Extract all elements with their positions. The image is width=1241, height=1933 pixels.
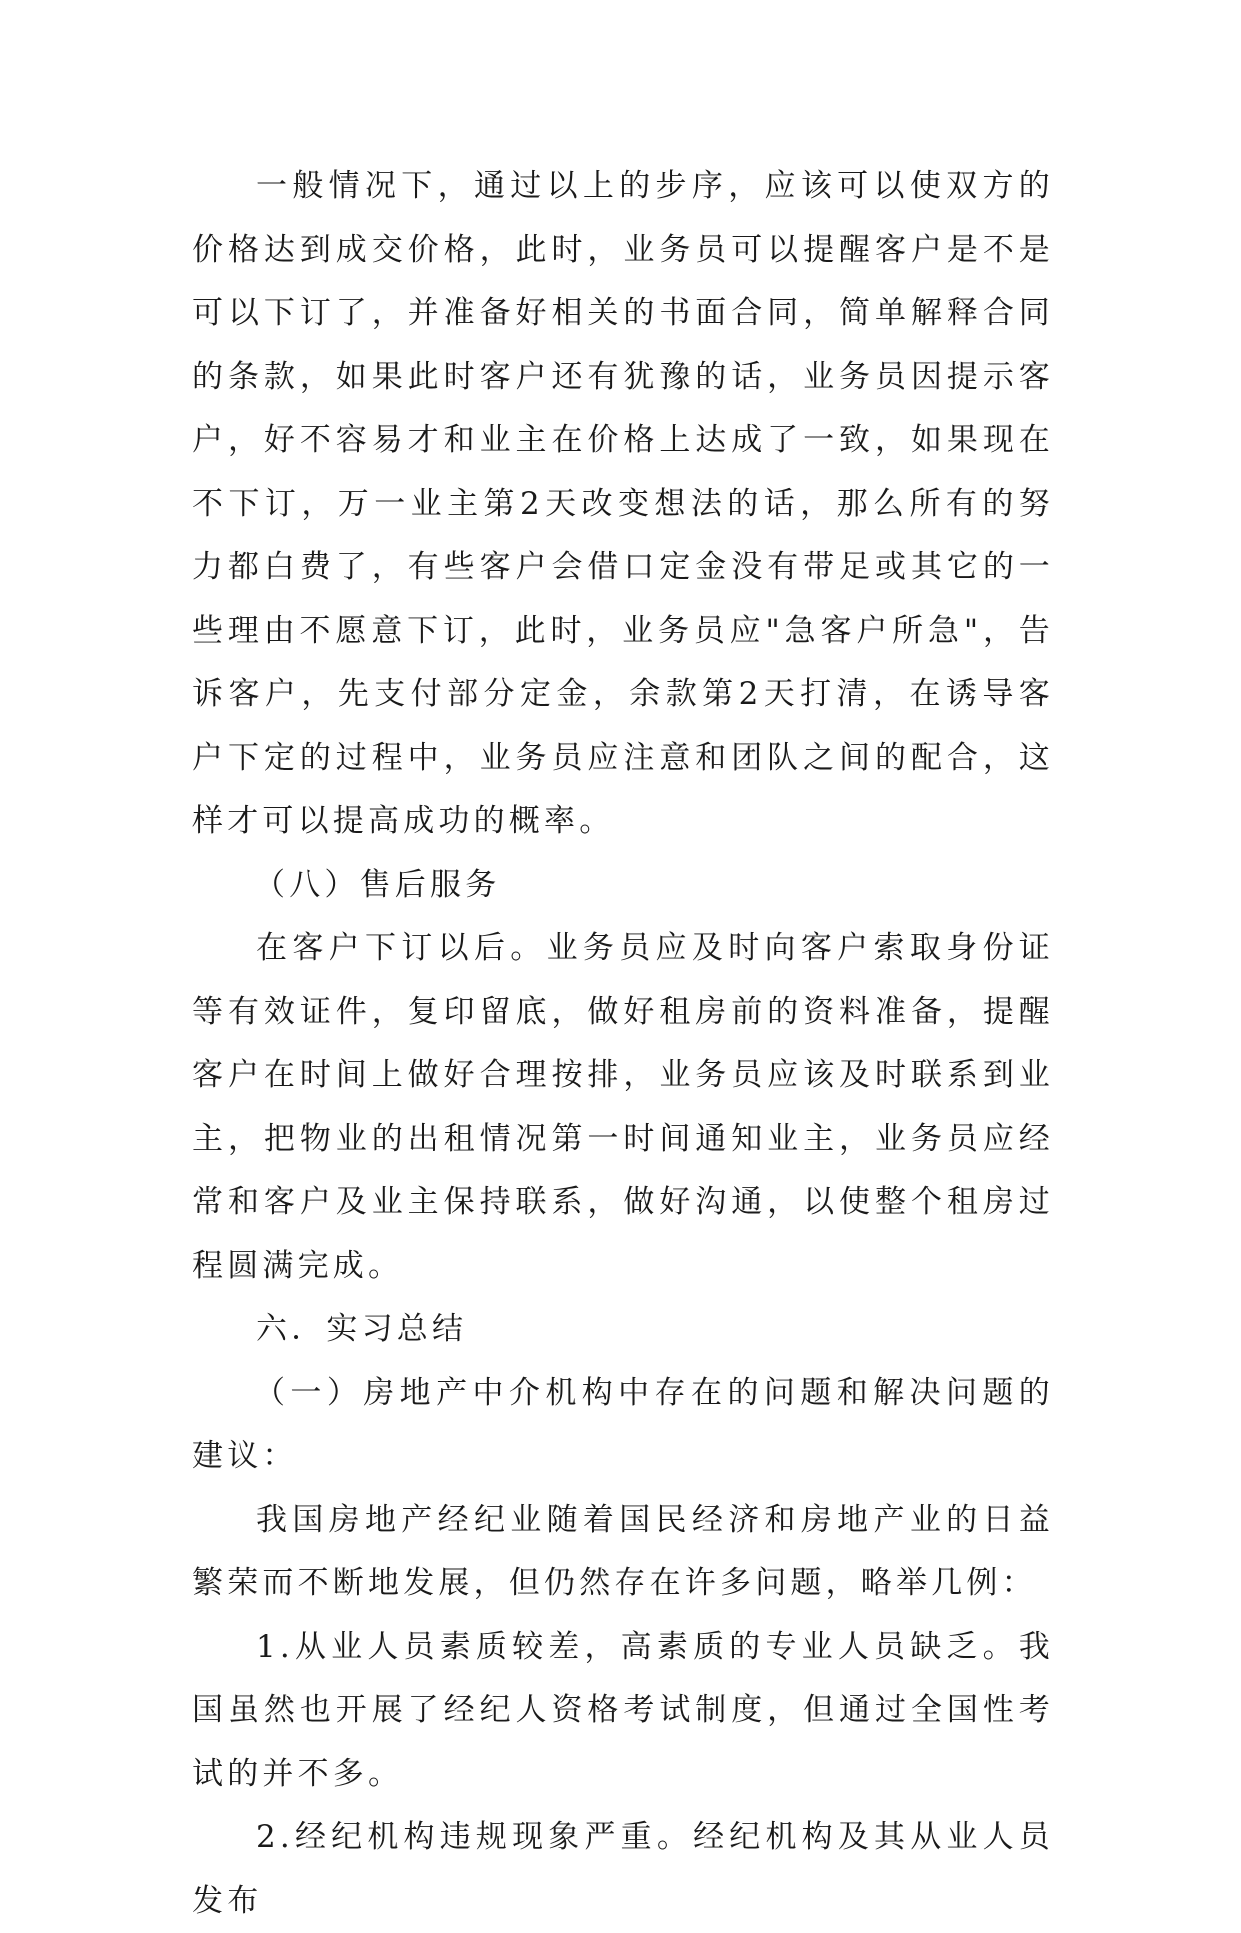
section-heading-after-sales: （八）售后服务 [254, 866, 501, 903]
subsection-heading-problems: （一）房地产中介机构中存在的问题和解决问题的建议： [192, 1374, 1054, 1474]
paragraph-after-sales: 在客户下订以后。业务员应及时向客户索取身份证等有效证件，复印留底，做好租房前的资料准备，提醒客户在时间上做好合理按排，业务员应该及时联系到业主，把物业的出租情况第一时间通知业主，业务员应经常和客户及业主保持联系，做好沟通，以使整个租房过程圆满完成。 [192, 930, 1054, 1284]
document-body [192, 155, 1054, 1933]
list-item-1: 1.从业人员素质较差，高素质的专业人员缺乏。我国虽然也开展了经纪人资格考试制度，但通过全国性考试的并不多。 [192, 1628, 1054, 1792]
paragraph-closing-deal: 一般情况下，通过以上的步序，应该可以使双方的价格达到成交价格，此时，业务员可以提醒客户是不是可以下订了，并准备好相关的书面合同，简单解释合同的条款，如果此时客户还有犹豫的话，业务员因提示客户，好不容易才和业主在价格上达成了一致，如果现在不下订，万一业主第2天改变想法的话，那么所有的努力都白费了，有些客户会借口定金没有带足或其它的一些理由不愿意下订，此时，业务员应"急客户所急"，告诉客户，先支付部分定金，余款第2天打清，在诱导客户下定的过程中，业务员应注意和团队之间的配合，这样才可以提高成功的概率。 [192, 168, 1054, 839]
list-item-2: 2.经纪机构违规现象严重。经纪机构及其从业人员发布 [192, 1819, 1054, 1919]
paragraph-intro-problems: 我国房地产经纪业随着国民经济和房地产业的日益繁荣而不断地发展，但仍然存在许多问题，略举几例： [192, 1501, 1054, 1601]
section-heading-summary: 六．实习总结 [256, 1311, 468, 1347]
